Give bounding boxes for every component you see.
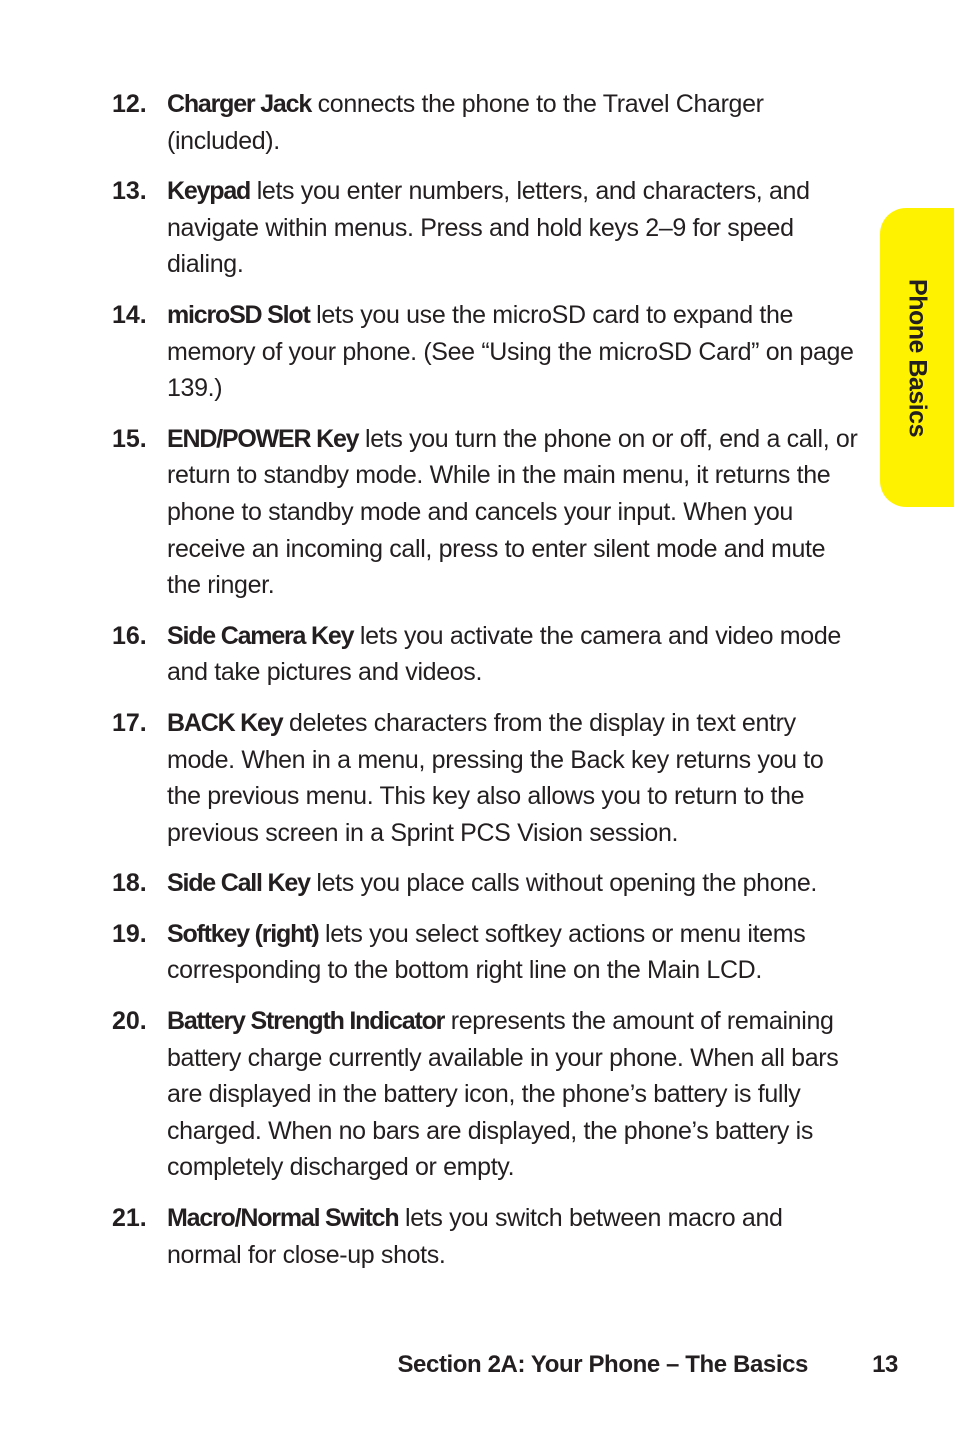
item-number: 12. (112, 90, 147, 118)
item-number: 19. (112, 919, 147, 948)
item-description: connects the phone to the Travel Charger (included). (167, 90, 764, 155)
list-item (112, 705, 862, 851)
footer-section-title: Section 2A: Your Phone – The Basics (397, 1351, 808, 1378)
item-number: 20. (112, 1007, 147, 1036)
item-term: microSD Slot (167, 300, 310, 329)
feature-list (112, 86, 862, 1287)
list-item (112, 1003, 862, 1186)
item-term: Macro/Normal Switch (167, 1204, 399, 1233)
item-number: 14. (112, 300, 147, 329)
item-number: 21. (112, 1204, 147, 1233)
item-number: 16. (112, 621, 147, 650)
item-description: lets you enter numbers, letters, and characters, and navigate within menus. Press and hold keys 2–9 for speed dialing. (167, 177, 810, 279)
item-term: Softkey (right) (167, 919, 319, 948)
item-description: lets you place calls without opening the phone. (309, 869, 817, 898)
list-item (112, 297, 862, 407)
item-term: END/POWER Key (167, 424, 359, 453)
list-item (112, 1200, 862, 1273)
item-term: Battery Strength Indicator (167, 1007, 445, 1036)
item-term: Keypad (167, 177, 251, 206)
item-number: 17. (112, 708, 147, 737)
list-item (112, 173, 862, 283)
item-number: 18. (112, 869, 147, 898)
item-term: Side Call Key (167, 869, 310, 898)
list-item (112, 86, 862, 159)
item-term: Side Camera Key (167, 621, 354, 650)
item-description: lets you turn the phone on or off, end a call, or return to standby mode. While in the main menu, it returns the phone to standby mode and cancels your input. When you receive an incoming call, press to enter silent mode and mute the ringer. (167, 424, 858, 600)
item-description: represents the amount of remaining battery charge currently available in your phone. When all bars are displayed in the battery icon, the phone’s battery is fully charged. When no bars are displayed, the phone’s battery is completely discharged or empty. (167, 1007, 839, 1182)
list-item (112, 916, 862, 989)
item-description: lets you use the microSD card to expand the memory of your phone. (See “Using the microSD Card” on page 139.) (167, 300, 854, 403)
item-number: 15. (112, 424, 147, 453)
list-item (112, 865, 862, 902)
item-description: lets you select softkey actions or menu items corresponding to the bottom right line on the Main LCD. (167, 919, 806, 985)
page-number: 13 (872, 1351, 898, 1378)
page-footer (300, 1347, 898, 1383)
item-description: deletes characters from the display in text entry mode. When in a menu, pressing the Back key returns you to the previous menu. This key also allows you to return to the previous screen in a Sprint PCS Vision session. (167, 708, 824, 847)
item-term: Charger Jack (167, 90, 312, 118)
item-description: lets you switch between macro and normal for close-up shots. (167, 1204, 783, 1269)
item-description: lets you activate the camera and video mode and take pictures and videos. (167, 621, 841, 687)
list-item (112, 618, 862, 691)
section-tab (880, 208, 954, 507)
item-term: BACK Key (167, 708, 283, 737)
list-item (112, 421, 862, 604)
section-tab-label: Phone Basics (903, 278, 932, 437)
item-number: 13. (112, 177, 147, 206)
